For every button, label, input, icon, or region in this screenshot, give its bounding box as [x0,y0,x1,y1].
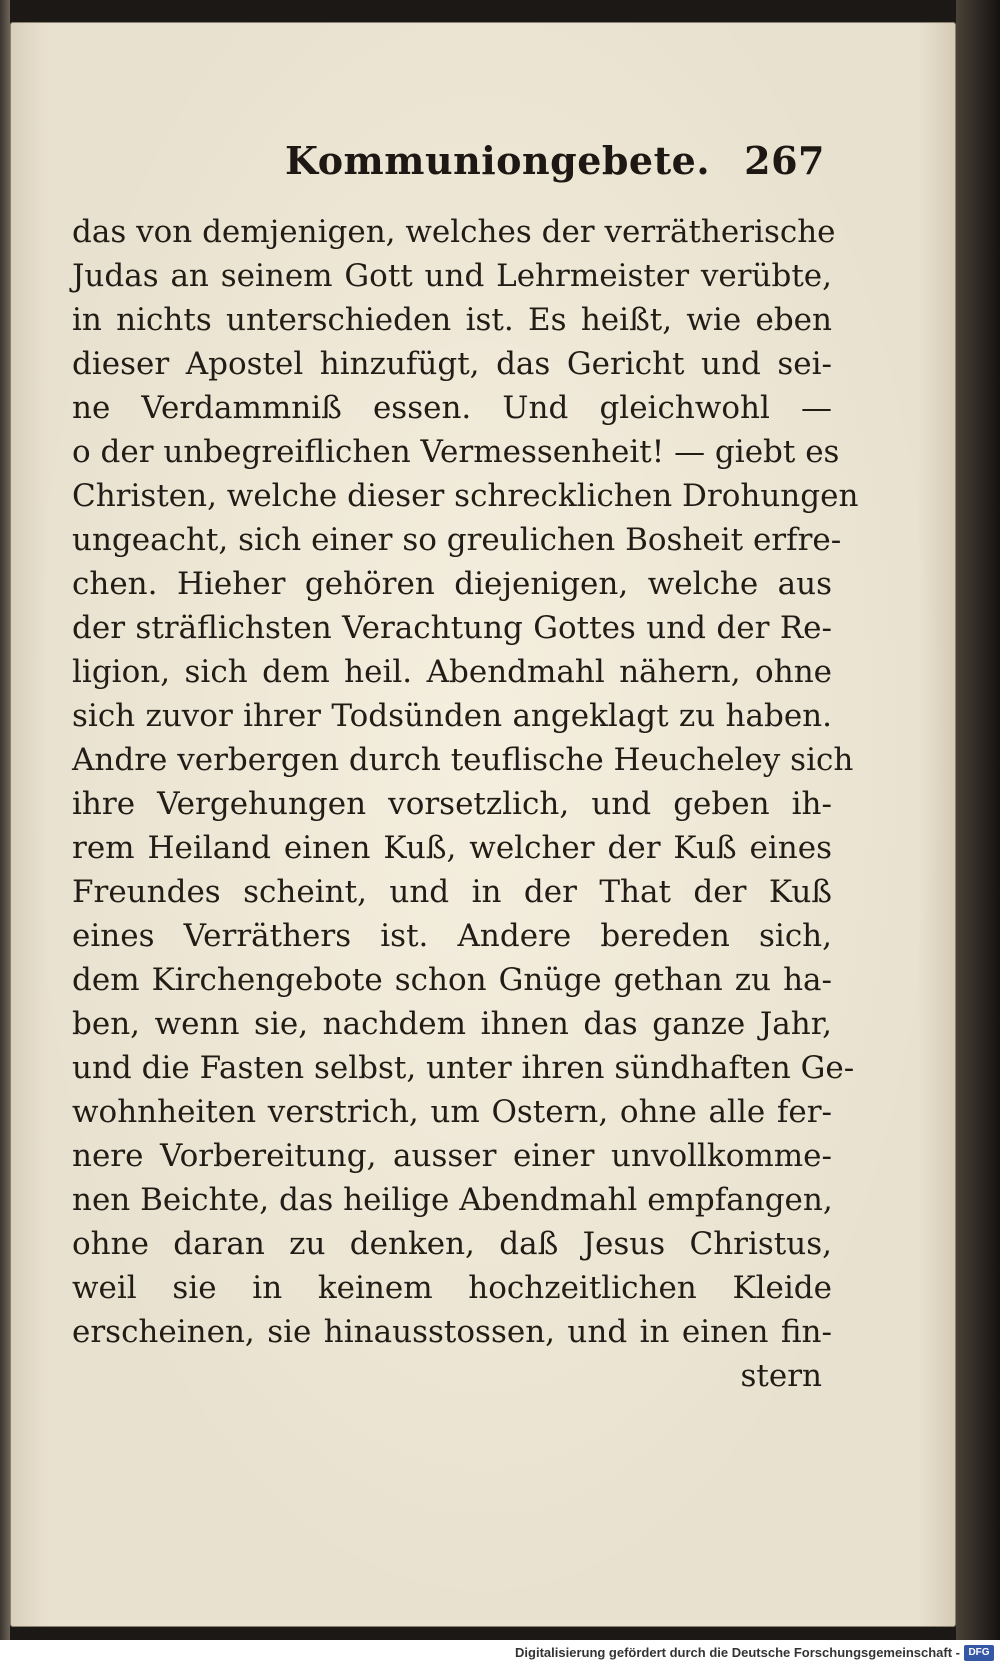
page-edge-left [0,0,10,1640]
page-number: 267 [744,138,825,183]
text-line: Christen, welche dieser schrecklichen Drohungen [72,478,859,514]
catchword: stern [740,1358,822,1394]
dfg-logo: DFG [964,1645,994,1661]
text-line: und die Fasten selbst, unter ihren sündhaften Ge- [72,1050,855,1086]
text-line: dem Kirchengebote schon Gnüge gethan zu ha- [72,962,832,998]
text-line: der sträflichsten Verachtung Gottes und der Re- [72,610,832,646]
text-line: dieser Apostel hinzufügt, das Gericht und sei- [72,346,832,382]
text-line: Freundes scheint, und in der That der Kuß [72,874,832,910]
text-line: eines Verräthers ist. Andere bereden sich, [72,918,832,954]
text-line: rem Heiland einen Kuß, welcher der Kuß eines [72,830,832,866]
page-edge-right [956,0,1000,1640]
text-line: nere Vorbereitung, ausser einer unvollkomme- [72,1138,832,1174]
text-line: erscheinen, sie hinausstossen, und in einen fin- [72,1314,832,1350]
text-line: ohne daran zu denken, daß Jesus Christus, [72,1226,832,1262]
text-line: weil sie in keinem hochzeitlichen Kleide [72,1270,832,1306]
running-title: Kommuniongebete. [285,138,711,183]
text-line: Judas an seinem Gott und Lehrmeister verübte, [72,258,832,294]
running-head [285,138,825,194]
text-line: ihre Vergehungen vorsetzlich, und geben ih- [72,786,832,822]
text-line: ligion, sich dem heil. Abendmahl nähern, ohne [72,654,832,690]
text-line: wohnheiten verstrich, um Ostern, ohne alle fer- [72,1094,832,1130]
text-line: nen Beichte, das heilige Abendmahl empfangen, [72,1182,833,1218]
text-line: das von demjenigen, welches der verrätherische [72,214,836,250]
funding-note: Digitalisierung gefördert durch die Deutsche Forschungsgemeinschaft - [515,1645,960,1660]
text-line: o der unbegreiflichen Vermessenheit! — giebt es [72,434,840,470]
text-line: in nichts unterschieden ist. Es heißt, wie eben [72,302,832,338]
text-line: Andre verbergen durch teuflische Heucheley sich [72,742,854,778]
body-text [72,210,859,1398]
text-line: chen. Hieher gehören diejenigen, welche aus [72,566,832,602]
text-line: ben, wenn sie, nachdem ihnen das ganze Jahr, [72,1006,832,1042]
text-line: ungeacht, sich einer so greulichen Bosheit erfre- [72,522,842,558]
text-line: ne Verdammniß essen. Und gleichwohl — [72,390,832,426]
text-line: sich zuvor ihrer Todsünden angeklagt zu haben. [72,698,832,734]
footer-bar [0,1640,1000,1668]
